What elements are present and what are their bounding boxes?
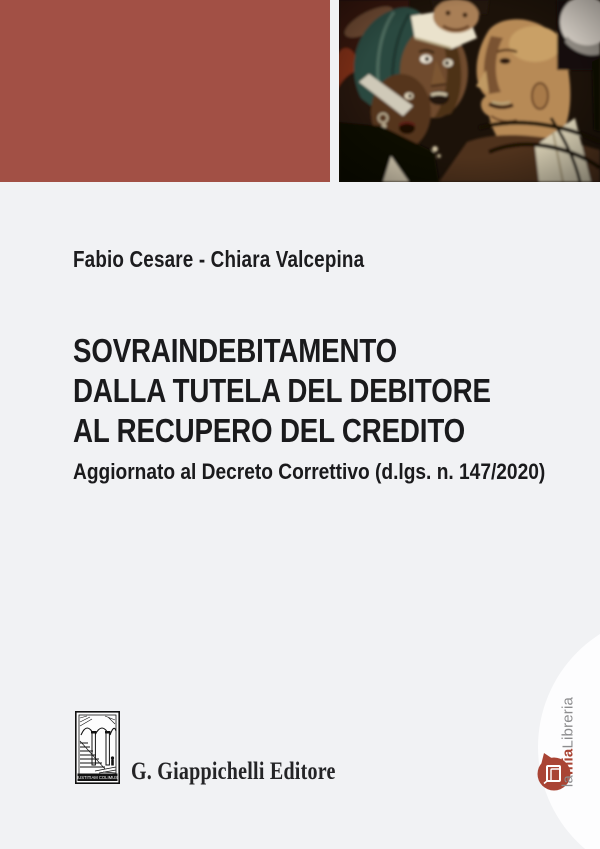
- book-title: [73, 331, 570, 451]
- publisher-name: G. Giappichelli Editore: [131, 758, 336, 785]
- giappichelli-emblem-icon: [75, 711, 120, 784]
- watermark-text-mia: mia: [559, 748, 577, 775]
- title-line-1: SOVRAINDEBITAMENTO: [73, 332, 397, 369]
- authors-line: Fabio Cesare - Chiara Valcepina: [73, 246, 365, 272]
- watermark-text-la: la: [559, 775, 577, 788]
- title-line-3: AL RECUPERO DEL CREDITO: [73, 412, 465, 449]
- cover-painting-bosch-detail: [339, 0, 600, 182]
- watermark-text-libreria: Libreria: [559, 696, 577, 749]
- emblem-motto: IUSTITIAM COLIMUS: [77, 775, 118, 780]
- title-line-2: DALLA TUTELA DEL DEBITORE: [73, 372, 491, 409]
- painting-illustration: [339, 0, 600, 182]
- cover-color-block: [0, 0, 330, 182]
- book-subtitle: Aggiornato al Decreto Correttivo (d.lgs. n. 147/2020): [73, 459, 546, 484]
- publisher-emblem: [75, 711, 120, 784]
- lamialibreria-watermark-label: [560, 697, 577, 787]
